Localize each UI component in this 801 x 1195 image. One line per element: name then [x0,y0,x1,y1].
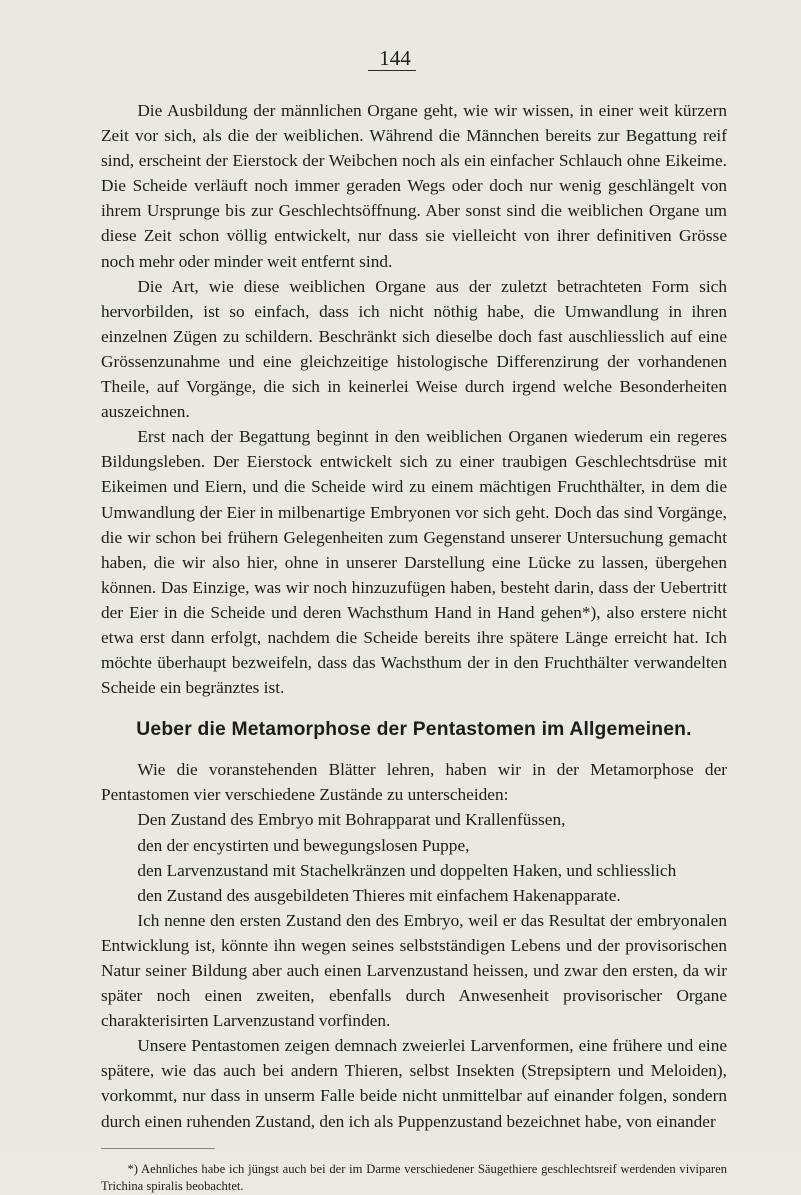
page-number-rule [368,70,416,71]
paragraph: Die Ausbildung der männlichen Organe geht, wie wir wissen, in einer weit kürzern Zeit vor sich, als die der weiblichen. Während die Männchen bereits zur Begattung reif sind, erscheint der Eierstock der Weibchen noch als ein einfacher Schlauch ohne Eikeime. Die Scheide verläuft noch immer geraden Wegs oder doch nur wenig geschlängelt von ihrem Ursprunge bis zur Geschlechtsöffnung. Aber sonst sind die weiblichen Organe um diese Zeit schon völlig entwickelt, nur dass sie vielleicht von ihrer definitiven Grösse noch mehr oder minder weit entfernt sind. [101,101,727,271]
section-heading: Ueber die Metamorphose der Pentastomen im Allgemeinen. [136,719,692,741]
page-number: 144 [379,46,411,70]
list-item: den Zustand des ausgebildeten Thieres mit einfachem Hakenapparate. [137,885,621,905]
paragraph: Wie die voranstehenden Blätter lehren, haben wir in der Metamorphose der Pentastomen vier verschiedene Zustände zu unterscheiden: [101,760,727,805]
body-text [101,98,727,1195]
paragraph: Ich nenne den ersten Zustand den des Embryo, weil er das Resultat der embryonalen Entwicklung ist, könnte ihn wegen seines selbstständigen Lebens und der provisorischen Natur seiner Bildung aber auch einen Larvenzustand heissen, und zwar den ersten, da wir später noch einen zweiten, ebenfalls durch Anwesenheit provisorischer Organe charakterisirten Larvenzustand vorfinden. [101,910,727,1031]
paragraph: Unsere Pentastomen zeigen demnach zweierlei Larvenformen, eine frühere und eine spätere, wie das auch bei andern Thieren, selbst Insekten (Strepsiptern und Meloiden), vorkommt, nur dass in unserm Falle beide nicht unmittelbar auf einander folgen, sondern durch einen ruhenden Zustand, den ich als Puppenzustand bezeichnet habe, von einander [101,1036,727,1131]
list-item: Den Zustand des Embryo mit Bohrapparat und Krallenfüssen, [137,810,566,830]
footnote-rule [101,1148,215,1149]
list-item: den der encystirten und bewegungslosen Puppe, [137,835,470,855]
paragraph: Die Art, wie diese weiblichen Organe aus der zuletzt betrachteten Form sich hervorbilden, ist so einfach, dass ich nicht nöthig habe, die Umwandlung in ihren einzelnen Zügen zu schildern. Beschränkt sich dieselbe doch fast auschliesslich auf eine Grössenzunahme und eine gleichzeitige histologische Differenzirung der vorhandenen Theile, auf Vorgänge, die sich in keinerlei Weise durch irgend welche Besonderheiten auszeichnen. [101,276,727,422]
paragraph: Erst nach der Begattung beginnt in den weiblichen Organen wiederum ein regeres Bildungsleben. Der Eierstock entwickelt sich zu einer traubigen Geschlechtsdrüse mit Eikeimen und Eiern, und die Scheide wird zu einem mächtigen Fruchthälter, in dem die Umwandlung der Eier in milbenartige Embryonen vor sich geht. Doch das sind Vorgänge, die wir schon bei frühern Gelegenheiten zum Gegenstand unserer Untersuchung gemacht haben, die wir also hier, ohne in unserer Darstellung eine Lücke zu lassen, übergehen können. Das Einzige, was wir noch hinzuzufügen haben, besteht darin, dass der Uebertritt der Eier in die Scheide und deren Wachsthum Hand in Hand gehen*), also erstere nicht etwa erst dann erfolgt, nachdem die Scheide bereits ihre spätere Länge erreicht hat. Ich möchte überhaupt bezweifeln, dass das Wachsthum der in den Fruchthälter verwandelten Scheide ein begränztes ist. [101,427,727,698]
footnote: *) Aehnliches habe ich jüngst auch bei der im Darme verschiedener Säugethiere geschlechtsreif werdenden viviparen Trichina spiralis beobachtet. [101,1161,727,1193]
list-item: den Larvenzustand mit Stachelkränzen und doppelten Haken, und schliesslich [137,860,677,880]
stage-list [101,807,727,907]
